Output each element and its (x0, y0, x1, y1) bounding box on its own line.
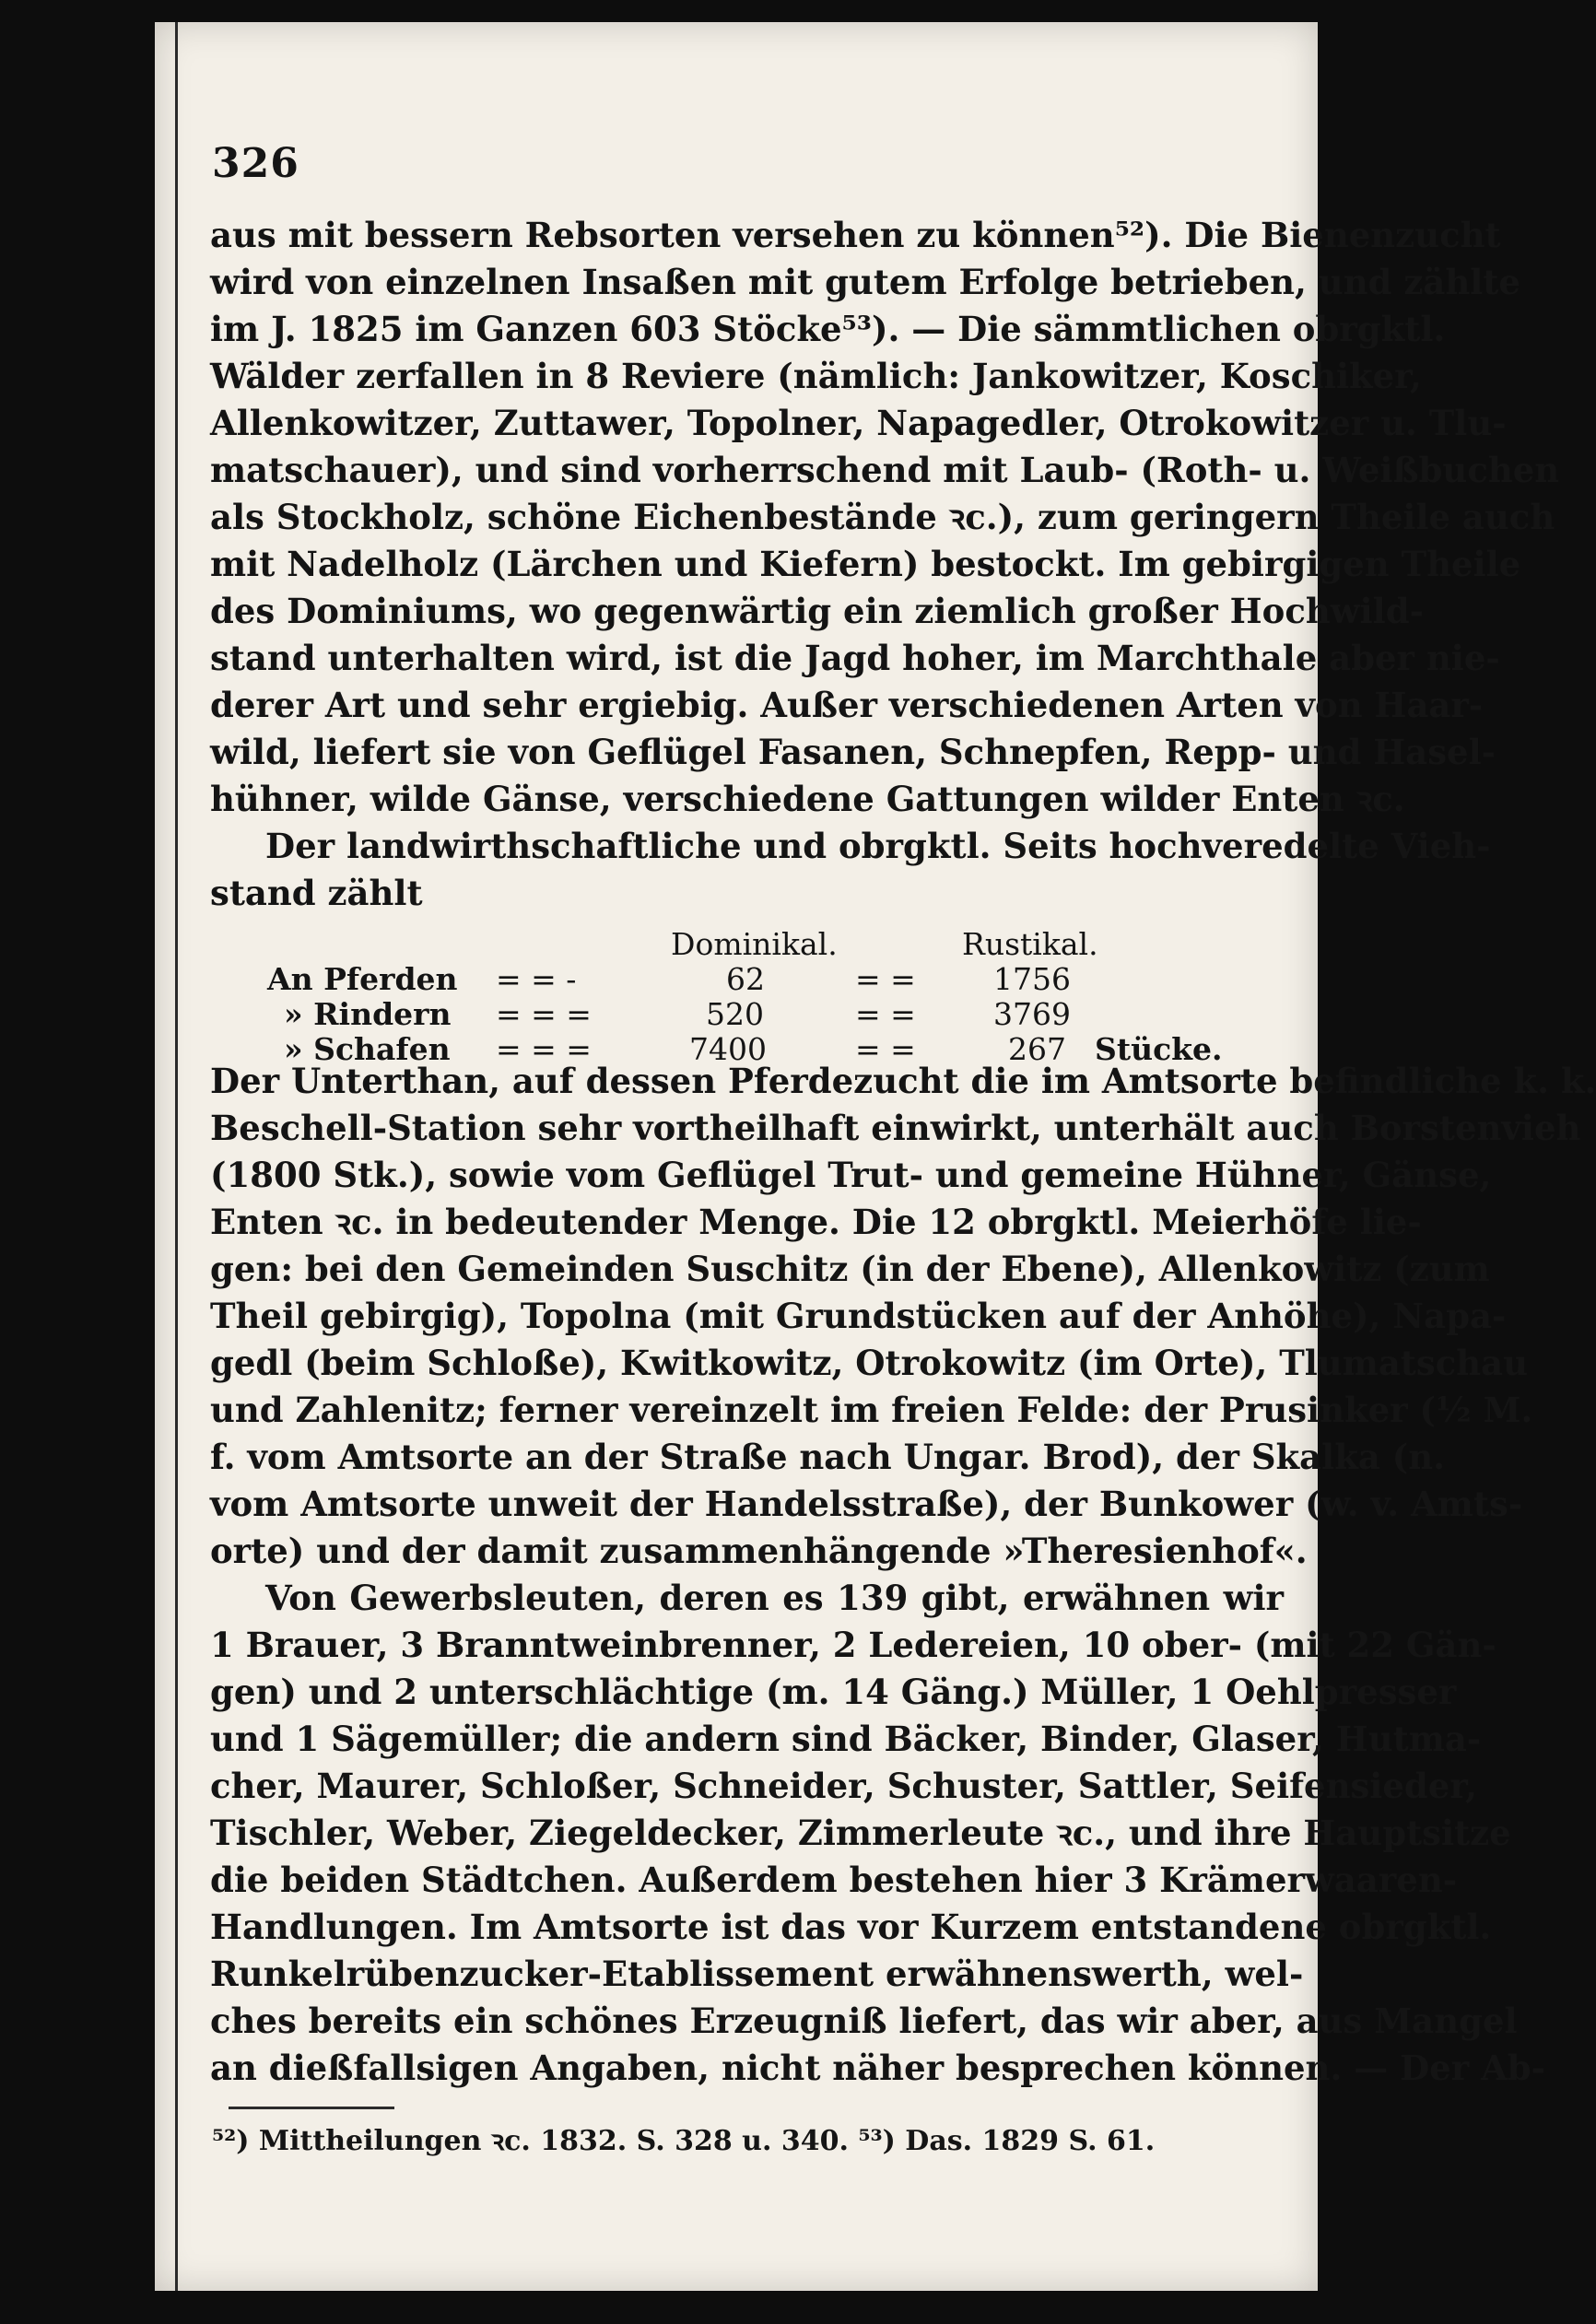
paragraph-3 (210, 1058, 1596, 1575)
footnote-rule (229, 2107, 394, 2109)
paragraph-1 (210, 212, 1560, 823)
text-line: stand unterhalten wird, ist die Jagd hoher, im Marchthale aber nie- (210, 638, 1500, 678)
text-line: ches bereits ein schönes Erzeugniß liefert, das wir aber, aus Mangel (210, 2001, 1518, 2041)
text-line: Der Unterthan, auf dessen Pferdezucht die im Amtsorte befindliche k. k. (210, 1061, 1596, 1101)
column-header-dominikal: Dominikal. (671, 926, 838, 962)
livestock-table (210, 927, 1284, 1067)
text-line: Handlungen. Im Amtsorte ist das vor Kurzem entstandene obrgktl. (210, 1907, 1492, 1947)
unit-label: Stücke. (1095, 1031, 1223, 1067)
text-line: (1800 Stk.), sowie vom Geflügel Trut- und gemeine Hühner, Gänse, (210, 1155, 1492, 1195)
text-line: mit Nadelholz (Lärchen und Kiefern) bestockt. Im gebirgigen Theile (210, 544, 1521, 584)
rustikal-value: 1756 (993, 961, 1071, 997)
table-row (210, 962, 1284, 997)
body-text-continued (210, 1058, 1596, 2092)
text-line: aus mit bessern Rebsorten versehen zu können⁵²). Die Bienenzucht (210, 215, 1501, 255)
page-number: 326 (212, 140, 299, 187)
column-header-rustikal: Rustikal. (962, 926, 1098, 962)
leader-dots: = = - (496, 961, 577, 997)
footnote: ⁵²) Mittheilungen ꝛc. 1832. S. 328 u. 340. ⁵³) Das. 1829 S. 61. (212, 2125, 1156, 2157)
text-line: an dießfallsigen Angaben, nicht näher besprechen können. — Der Ab- (210, 2048, 1546, 2088)
leader-dots: = = (855, 961, 916, 997)
text-line: Runkelrübenzucker-Etablissement erwähnenswerth, wel- (210, 1954, 1304, 1994)
text-line: derer Art und sehr ergiebig. Außer verschiedenen Arten von Haar- (210, 685, 1484, 725)
body-text (210, 212, 1560, 917)
leader-dots: = = (855, 996, 916, 1032)
text-line: vom Amtsorte unweit der Handelsstraße), der Bunkower (w. v. Amts- (210, 1484, 1523, 1524)
text-line: Theil gebirgig), Topolna (mit Grundstücken auf der Anhöhe), Napa- (210, 1296, 1507, 1336)
text-line: wild, liefert sie von Geflügel Fasanen, Schnepfen, Repp- und Hasel- (210, 732, 1496, 772)
text-line: Allenkowitzer, Zuttawer, Topolner, Napagedler, Otrokowitzer u. Tlu- (210, 403, 1507, 443)
rustikal-value: 267 (1008, 1031, 1066, 1067)
text-line: die beiden Städtchen. Außerdem bestehen hier 3 Krämerwaaren- (210, 1860, 1458, 1900)
dominikal-value: 62 (726, 961, 765, 997)
text-line: hühner, wilde Gänse, verschiedene Gattungen wilder Enten ꝛc. (210, 779, 1405, 819)
text-line: und Zahlenitz; ferner vereinzelt im freien Felde: der Prusinker (½ M. (210, 1390, 1533, 1430)
text-line: Von Gewerbsleuten, deren es 139 gibt, erwähnen wir (265, 1578, 1284, 1618)
table-header (210, 927, 1284, 962)
text-line: als Stockholz, schöne Eichenbestände ꝛc.), zum geringern Theile auch (210, 497, 1555, 537)
text-line: matschauer), und sind vorherrschend mit Laub- (Roth- u. Weißbuchen (210, 450, 1560, 490)
text-line: Beschell-Station sehr vortheilhaft einwirkt, unterhält auch Borstenvieh (210, 1108, 1581, 1148)
paragraph-2 (210, 823, 1491, 917)
leader-dots: = = (855, 1031, 916, 1067)
text-line: des Dominiums, wo gegenwärtig ein ziemlich großer Hochwild- (210, 591, 1424, 631)
text-line: gen: bei den Gemeinden Suschitz (in der Ebene), Allenkowitz (zum (210, 1249, 1490, 1289)
text-line: Wälder zerfallen in 8 Reviere (nämlich: Jankowitzer, Koschiker, (210, 356, 1422, 396)
text-line: gen) und 2 unterschlächtige (m. 14 Gäng.) Müller, 1 Oehlpresser (210, 1672, 1457, 1712)
leader-dots: = = = (496, 1031, 592, 1067)
leader-dots: = = = (496, 996, 592, 1032)
book-page (155, 22, 1596, 2291)
row-label: » Schafen (284, 1031, 451, 1067)
text-line: wird von einzelnen Insaßen mit gutem Erfolge betrieben, und zählte (210, 262, 1520, 302)
text-line: stand zählt (210, 873, 423, 913)
page-edge (175, 22, 178, 2291)
row-label: An Pferden (267, 961, 458, 997)
dominikal-value: 520 (706, 996, 764, 1032)
text-line: orte) und der damit zusammenhängende »Theresienhof«. (210, 1531, 1308, 1571)
dominikal-value: 7400 (689, 1031, 767, 1067)
text-line: cher, Maurer, Schloßer, Schneider, Schuster, Sattler, Seifensieder, (210, 1766, 1477, 1806)
text-line: gedl (beim Schloße), Kwitkowitz, Otrokowitz (im Orte), Tlumatschau (210, 1343, 1529, 1383)
text-line: Enten ꝛc. in bedeutender Menge. Die 12 obrgktl. Meierhöfe lie- (210, 1202, 1422, 1242)
text-line: f. vom Amtsorte an der Straße nach Ungar. Brod), der Skalka (n. (210, 1437, 1445, 1477)
paragraph-4 (210, 1575, 1546, 2092)
row-label: » Rindern (284, 996, 452, 1032)
text-line: im J. 1825 im Ganzen 603 Stöcke⁵³). — Die sämmtlichen obrgktl. (210, 309, 1446, 349)
rustikal-value: 3769 (993, 996, 1071, 1032)
text-line: Der landwirthschaftliche und obrgktl. Seits hochveredelte Vieh- (265, 826, 1491, 866)
text-line: Tischler, Weber, Ziegeldecker, Zimmerleute ꝛc., und ihre Hauptsitze (210, 1813, 1511, 1853)
table-row (210, 997, 1284, 1032)
text-line: und 1 Sägemüller; die andern sind Bäcker, Binder, Glaser, Hutma- (210, 1719, 1482, 1759)
text-line: 1 Brauer, 3 Branntweinbrenner, 2 Ledereien, 10 ober- (mit 22 Gän- (210, 1625, 1496, 1665)
